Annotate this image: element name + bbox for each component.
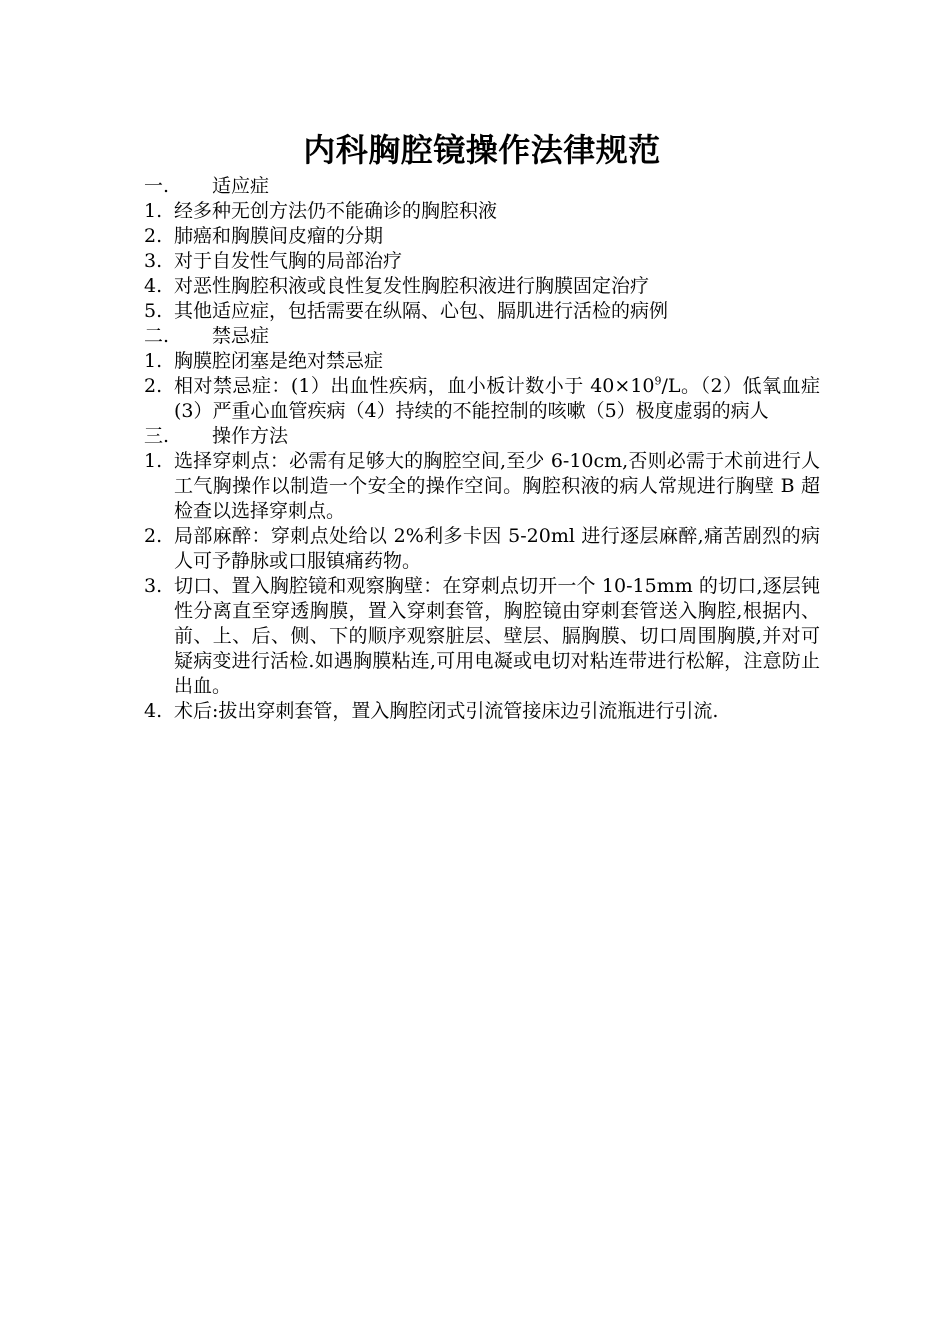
item-text-before: 相对禁忌症：(1）出血性疾病，血小板计数小于 40×10 bbox=[174, 375, 655, 397]
list-item bbox=[144, 224, 820, 249]
list-item bbox=[144, 524, 820, 574]
item-index: 5. bbox=[144, 300, 163, 322]
item-index: 4. bbox=[144, 275, 163, 297]
item-text: 其他适应症，包括需要在纵隔、心包、膈肌进行活检的病例 bbox=[174, 300, 669, 322]
item-index: 2. bbox=[144, 525, 163, 547]
document-body bbox=[144, 126, 820, 724]
section-number: 二. bbox=[144, 325, 170, 347]
section-heading-indications bbox=[144, 174, 820, 199]
section-heading-procedure bbox=[144, 424, 820, 449]
item-text: 肺癌和胸膜间皮瘤的分期 bbox=[174, 225, 384, 247]
item-index: 1. bbox=[144, 200, 163, 222]
indications-list bbox=[144, 199, 820, 324]
list-item bbox=[144, 449, 820, 524]
item-index: 4. bbox=[144, 700, 163, 722]
list-item bbox=[144, 274, 820, 299]
item-index: 1. bbox=[144, 450, 163, 472]
item-index: 3. bbox=[144, 575, 163, 597]
item-index: 1. bbox=[144, 350, 163, 372]
list-item bbox=[144, 249, 820, 274]
list-item bbox=[144, 299, 820, 324]
item-text: 术后:拔出穿刺套管，置入胸腔闭式引流管接床边引流瓶进行引流. bbox=[174, 700, 719, 722]
item-text bbox=[174, 374, 820, 424]
item-text: 对于自发性气胸的局部治疗 bbox=[174, 250, 403, 272]
item-index: 2. bbox=[144, 225, 163, 247]
item-text: 选择穿刺点：必需有足够大的胸腔空间,至少 6-10cm,否则必需于术前进行人工气胸操作以制造一个安全的操作空间。胸腔积液的病人常规进行胸壁 B 超检查以选择穿刺点。 bbox=[174, 450, 820, 522]
item-text: 切口、置入胸腔镜和观察胸壁：在穿刺点切开一个 10-15mm 的切口,逐层钝性分离直至穿透胸膜，置入穿刺套管，胸腔镜由穿刺套管送入胸腔,根据内、前、上、后、侧、下的顺序观察脏层、壁层、膈胸膜、切口周围胸膜,并对可疑病变进行活检.如遇胸膜粘连,可用电凝或电切对粘连带进行松解，注意防止出血。 bbox=[174, 575, 820, 697]
list-item bbox=[144, 574, 820, 699]
list-item bbox=[144, 349, 820, 374]
list-item bbox=[144, 199, 820, 224]
section-number: 一. bbox=[144, 175, 170, 197]
section-title: 操作方法 bbox=[212, 425, 289, 447]
item-text: 局部麻醉：穿刺点处给以 2%利多卡因 5-20ml 进行逐层麻醉,痛苦剧烈的病人可予静脉或口服镇痛药物。 bbox=[174, 525, 820, 572]
section-title: 禁忌症 bbox=[212, 325, 270, 347]
item-text: 胸膜腔闭塞是绝对禁忌症 bbox=[174, 350, 384, 372]
section-number: 三. bbox=[144, 425, 170, 447]
section-heading-contraindications bbox=[144, 324, 820, 349]
contraindications-list bbox=[144, 349, 820, 424]
item-index: 3. bbox=[144, 250, 163, 272]
exponent: 9 bbox=[654, 374, 662, 388]
item-text: 对恶性胸腔积液或良性复发性胸腔积液进行胸膜固定治疗 bbox=[174, 275, 650, 297]
item-index: 2. bbox=[144, 375, 163, 397]
item-text: 经多种无创方法仍不能确诊的胸腔积液 bbox=[174, 200, 498, 222]
list-item bbox=[144, 699, 820, 724]
procedure-list bbox=[144, 449, 820, 724]
section-title: 适应症 bbox=[212, 175, 270, 197]
page-title: 内科胸腔镜操作法律规范 bbox=[303, 131, 661, 169]
list-item bbox=[144, 374, 820, 424]
item-text-after: /L。（2）低氧血症(3）严重心血管疾病（4）持续的不能控制的咳嗽（5）极度虚弱的病人 bbox=[174, 375, 820, 422]
